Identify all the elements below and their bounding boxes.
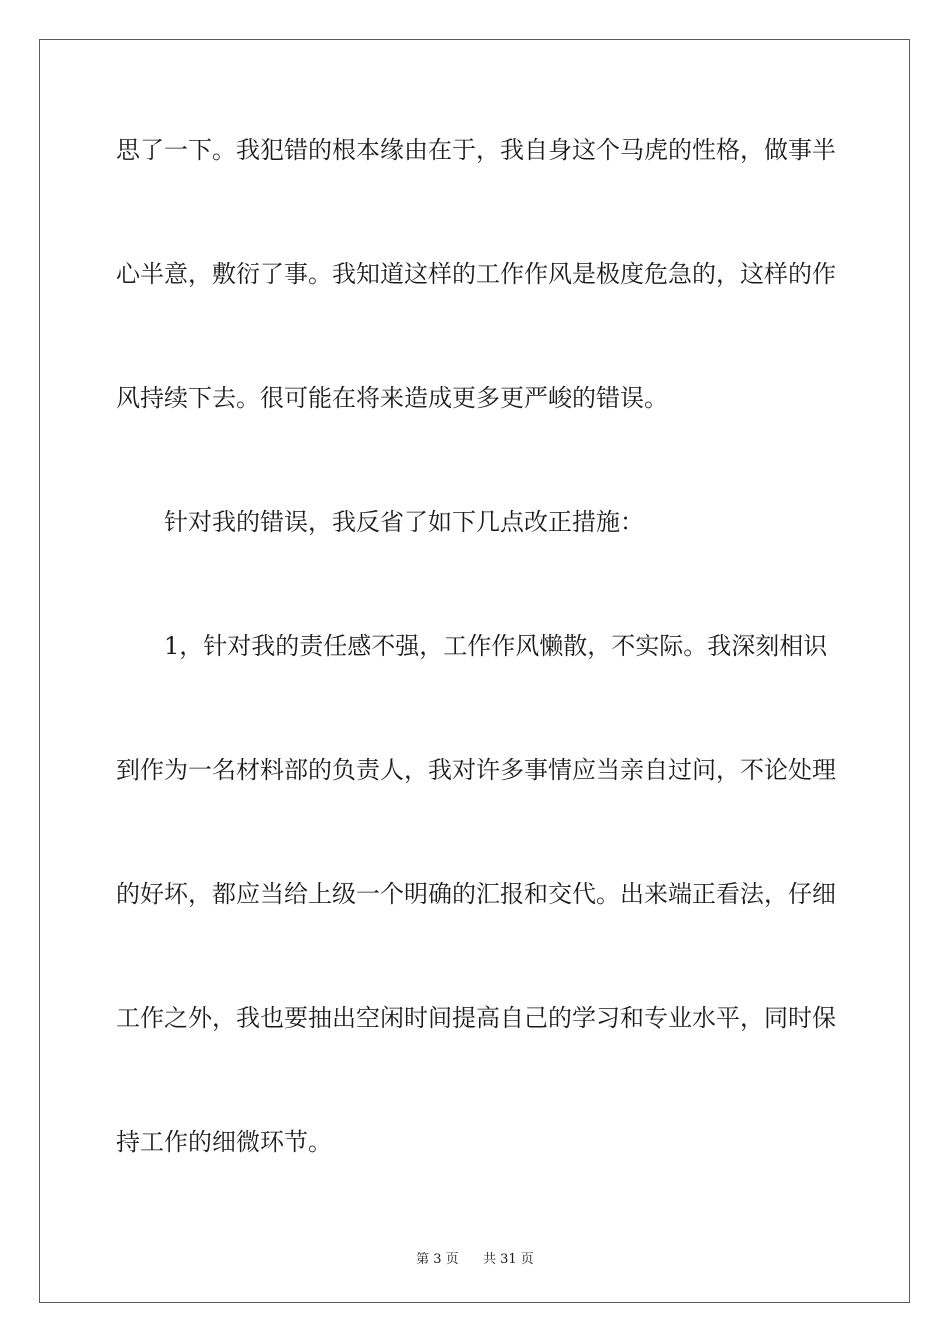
text-line: 心半意，敷衍了事。我知道这样的工作作风是极度危急的，这样的作 [116,260,836,288]
text-line: 针对我的错误，我反省了如下几点改正措施： [164,508,644,536]
page-number: 第 3 页 [416,1252,459,1267]
text-line: 的好坏，都应当给上级一个明确的汇报和交代。出来端正看法，仔细 [116,880,836,908]
text-line: 思了一下。我犯错的根本缘由在于，我自身这个马虎的性格，做事半 [116,136,836,164]
page-total: 共 31 页 [483,1252,534,1267]
text-line: 风持续下去。很可能在将来造成更多更严峻的错误。 [116,384,668,412]
text-line: 到作为一名材料部的负责人，我对许多事情应当亲自过问，不论处理 [116,756,836,784]
text-line: 持工作的细微环节。 [116,1128,332,1156]
page-border [39,39,910,1303]
text-line: 工作之外，我也要抽出空闲时间提高自己的学习和专业水平，同时保 [116,1004,836,1032]
text-line: 1，针对我的责任感不强，工作作风懒散，不实际。我深刻相识 [164,632,828,660]
page-footer [0,1248,950,1267]
